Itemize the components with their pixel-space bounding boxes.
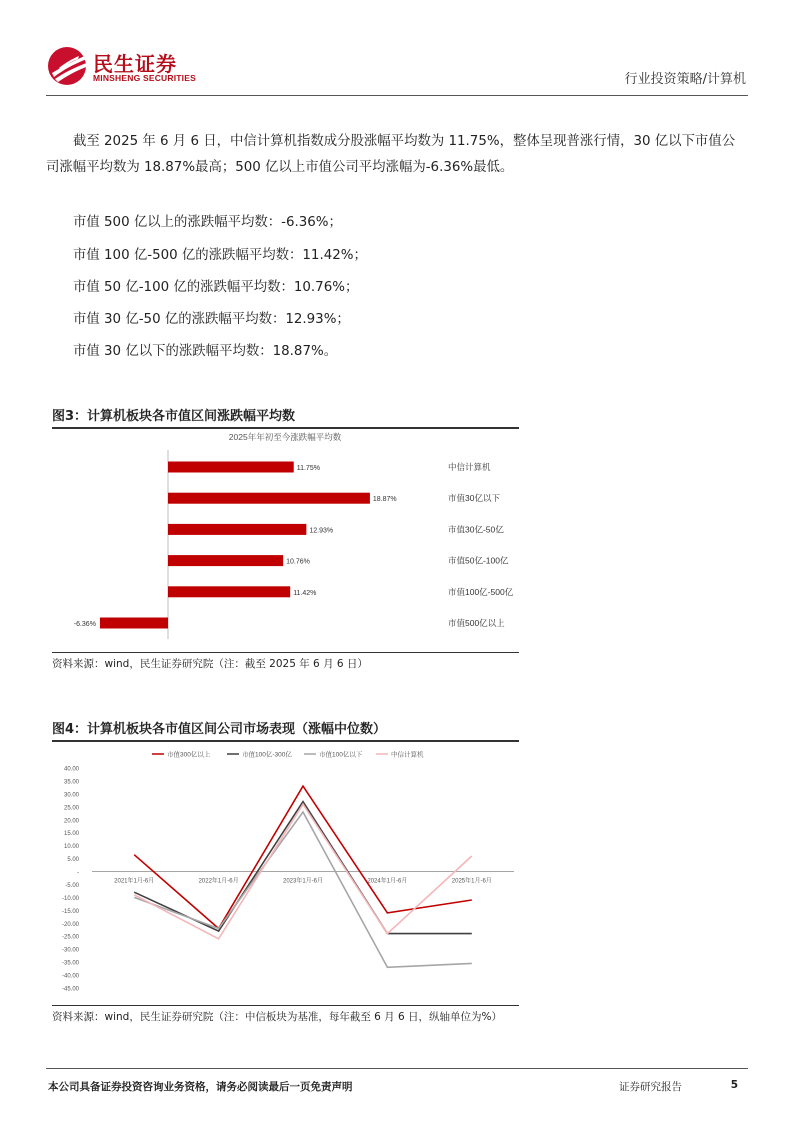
y-tick-label: 30.00 [63, 792, 79, 799]
minsheng-logo-icon [46, 46, 92, 86]
figure4-source: 资料来源：wind，民生证券研究院（注：中信板块为基准，每年截至 6 月 6 日，纵轴单位为%） [52, 1005, 519, 1024]
data-label: 11.42% [293, 589, 317, 597]
y-tick-label: -15.00 [61, 908, 79, 915]
y-tick-label: 10.00 [63, 844, 79, 851]
data-label: 10.76% [286, 558, 310, 566]
category-label: 市值30亿以下 [448, 493, 500, 504]
figure3-title: 图3：计算机板块各市值区间涨跌幅平均数 [52, 405, 519, 429]
page-header [46, 40, 748, 96]
y-tick-label: -30.00 [61, 947, 79, 954]
stat-line: 市值 50 亿-100 亿的涨跌幅平均数：10.76%； [73, 280, 359, 295]
bar [168, 524, 306, 535]
figure3-source: 资料来源：wind，民生证券研究院（注：截至 2025 年 6 月 6 日） [52, 652, 519, 671]
stat-line: 市值 100 亿-500 亿的涨跌幅平均数：11.42%； [73, 248, 367, 263]
bar [168, 555, 283, 566]
x-tick-label: 2023年1月-6月 [282, 878, 324, 885]
y-tick-label: 35.00 [63, 779, 79, 786]
y-tick-label: - [77, 870, 79, 877]
category-label: 市值100亿-500亿 [448, 586, 514, 597]
y-tick-label: 25.00 [63, 805, 79, 812]
series-line [134, 786, 472, 928]
figure4-title: 图4：计算机板块各市值区间公司市场表现（涨幅中位数） [52, 718, 519, 742]
page-footer [46, 1068, 748, 1093]
data-label: 12.93% [309, 527, 334, 535]
y-tick-label: -10.00 [61, 895, 79, 902]
y-tick-label: -45.00 [61, 986, 79, 993]
y-tick-label: 15.00 [63, 831, 79, 838]
legend-label: 市值100亿以下 [319, 751, 363, 759]
stat-line: 市值 30 亿以下的涨跌幅平均数：18.87%。 [73, 344, 338, 359]
data-label: -6.36% [73, 621, 96, 628]
series-line [134, 812, 472, 967]
y-tick-label: -5.00 [65, 882, 79, 889]
brand-name: 民生证券 [93, 52, 177, 76]
y-tick-label: 5.00 [67, 857, 79, 864]
y-tick-label: -25.00 [61, 934, 79, 941]
bar [168, 493, 370, 504]
brand-name-english: MINSHENG SECURITIES [93, 73, 196, 83]
footer-disclaimer: 本公司具备证券投资咨询业务资格，请务必阅读最后一页免责声明 [48, 1081, 353, 1093]
x-tick-label: 2022年1月-6月 [198, 878, 239, 885]
bar [168, 462, 294, 473]
category-label: 中信计算机 [448, 462, 491, 472]
legend-label: 市值300亿以上 [167, 751, 211, 759]
figure3-bar-chart [52, 427, 519, 652]
series-line [134, 802, 472, 934]
figure4-line-chart [52, 742, 519, 1004]
y-tick-label: 40.00 [63, 766, 79, 773]
page-number: 5 [730, 1079, 738, 1091]
bar [168, 586, 290, 597]
category-label: 市值500亿以上 [448, 618, 505, 628]
legend-label: 市值100亿-300亿 [242, 751, 292, 759]
data-label: 18.87% [372, 496, 397, 504]
summary-paragraph: 截至 2025 年 6 月 6 日，中信计算机指数成分股涨幅平均数为 11.75%，整体呈现普涨行情，30 亿以下市值公司涨幅平均数为 18.87%最高；500 亿以上市值公司平均涨幅为-6.36%最低。 [46, 134, 736, 175]
y-tick-label: -40.00 [61, 973, 79, 980]
section-title: 行业投资策略/计算机 [624, 72, 746, 87]
chart-title: 2025年年初至今涨跌幅平均数 [228, 432, 342, 442]
y-tick-label: -20.00 [61, 921, 79, 928]
x-tick-label: 2024年1月-6月 [367, 878, 408, 885]
bar [100, 618, 168, 629]
category-label: 市值30亿-50亿 [448, 524, 504, 535]
y-tick-label: 20.00 [63, 818, 79, 825]
stat-line: 市值 30 亿-50 亿的涨跌幅平均数：12.93%； [73, 312, 350, 327]
stat-line: 市值 500 亿以上的涨跌幅平均数：-6.36%； [73, 215, 342, 230]
x-tick-label: 2021年1月-6月 [114, 878, 155, 885]
category-label: 市值50亿-100亿 [448, 555, 509, 566]
y-tick-label: -35.00 [61, 960, 79, 967]
footer-report-type: 证券研究报告 [619, 1081, 682, 1093]
data-label: 11.75% [296, 465, 320, 472]
legend-label: 中信计算机 [391, 751, 424, 759]
x-tick-label: 2025年1月-6月 [451, 878, 492, 885]
